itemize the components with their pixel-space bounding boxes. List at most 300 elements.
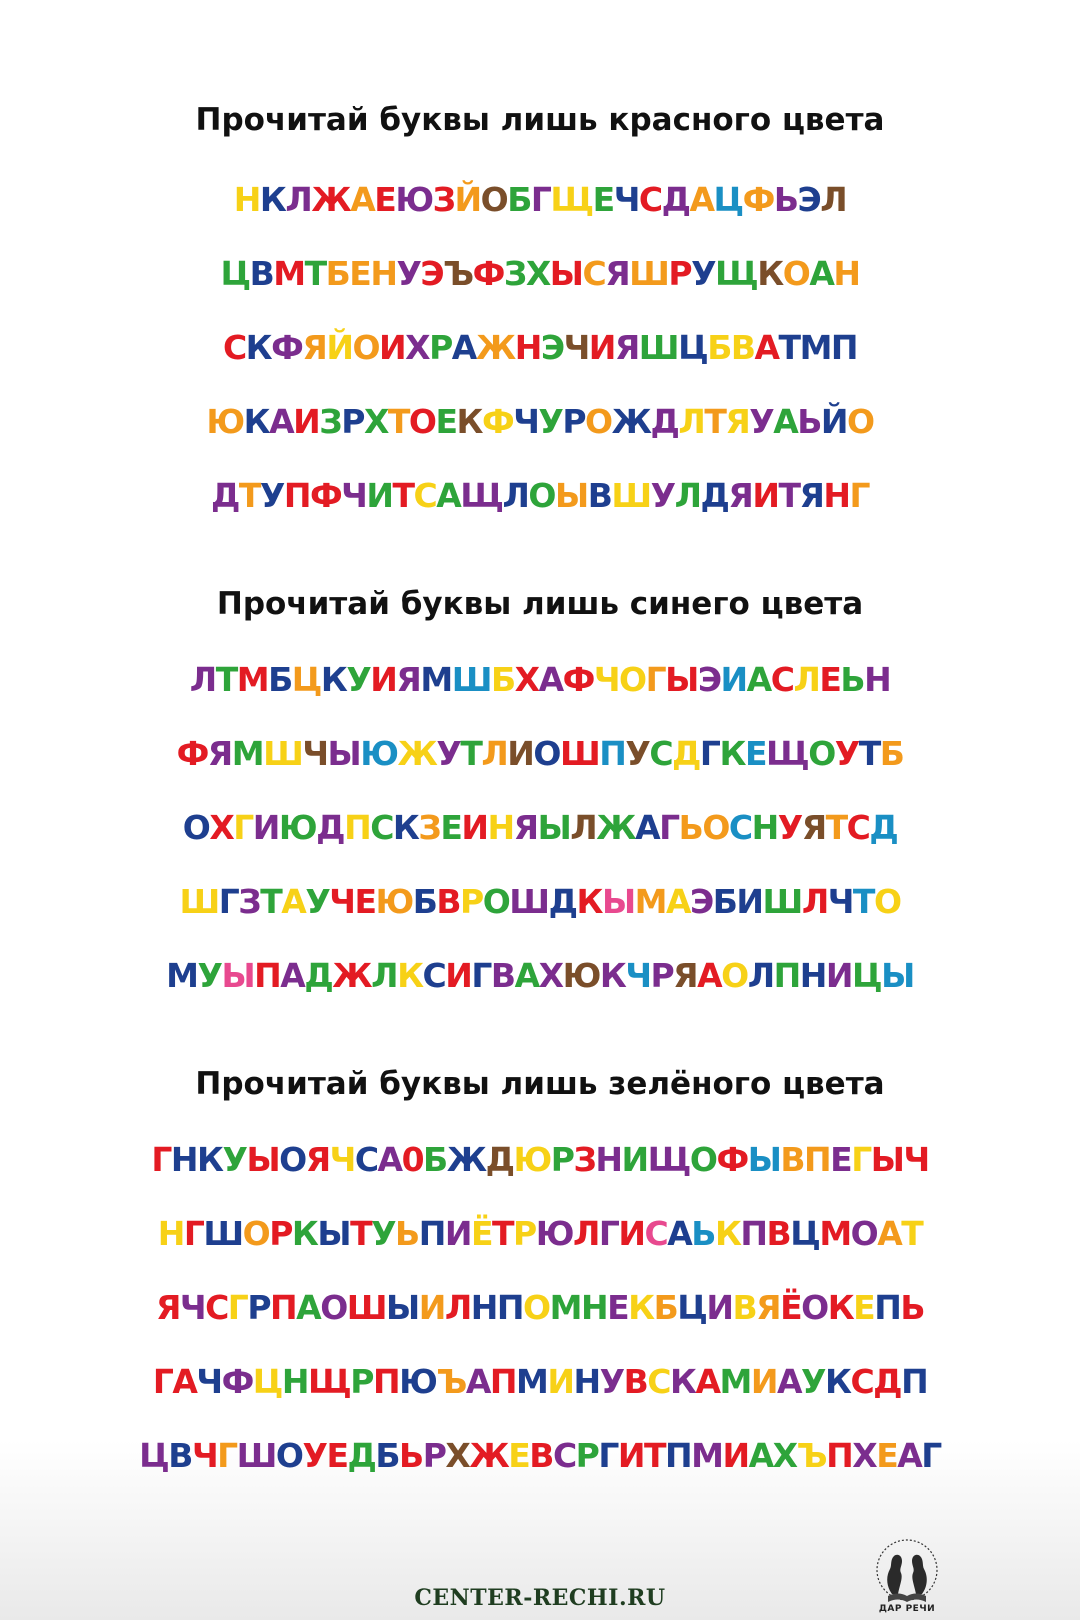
colored-letter: Е — [326, 1436, 348, 1475]
colored-letter: А — [667, 1214, 692, 1253]
colored-letter: Ю — [360, 734, 398, 773]
colored-letter: Ц — [790, 1214, 820, 1253]
letter-row — [0, 660, 1080, 700]
colored-letter: И — [370, 660, 397, 699]
colored-letter: А — [776, 1362, 802, 1401]
colored-letter: Р — [650, 956, 674, 995]
colored-letter: Т — [852, 882, 874, 921]
colored-letter: Г — [645, 660, 666, 699]
colored-letter: Ш — [346, 1288, 387, 1327]
colored-letter: Т — [387, 402, 409, 441]
colored-letter: Ж — [446, 1140, 486, 1179]
colored-letter: У — [197, 956, 222, 995]
letter-row — [0, 1214, 1080, 1254]
colored-letter: Н — [370, 254, 397, 293]
colored-letter: Ю — [513, 1140, 551, 1179]
colored-letter: И — [547, 1362, 574, 1401]
colored-letter: Ы — [554, 476, 588, 515]
colored-letter: Ш — [629, 254, 669, 293]
colored-letter: Ч — [827, 882, 853, 921]
colored-letter: Б — [712, 882, 737, 921]
colored-letter: Ш — [263, 734, 303, 773]
section-title-blue: Прочитай буквы лишь синего цвета — [216, 586, 864, 622]
colored-letter: Я — [155, 1288, 180, 1327]
colored-letter: Е — [374, 180, 396, 219]
colored-letter: В — [587, 476, 612, 515]
colored-letter: Л — [678, 402, 705, 441]
colored-letter: Ш — [559, 734, 600, 773]
colored-letter: А — [451, 328, 476, 367]
colored-letter: Г — [471, 956, 491, 995]
colored-letter: Г — [233, 808, 253, 847]
colored-letter: Б — [412, 882, 437, 921]
colored-letter: Ё — [470, 1214, 492, 1253]
colored-letter: У — [749, 402, 774, 441]
colored-letter: С — [850, 1362, 874, 1401]
colored-letter: Й — [326, 328, 353, 367]
colored-letter: Ы — [221, 956, 255, 995]
colored-letter: Ф — [221, 1362, 253, 1401]
colored-letter: Ч — [903, 1140, 929, 1179]
colored-letter: К — [824, 1362, 851, 1401]
colored-letter: Ю — [375, 882, 413, 921]
colored-letter: Л — [285, 180, 312, 219]
colored-letter: Щ — [308, 1362, 351, 1401]
colored-letter: Е — [435, 402, 457, 441]
colored-letter: Г — [699, 734, 720, 773]
colored-letter: П — [826, 1436, 853, 1475]
colored-letter: О — [850, 1214, 878, 1253]
colored-letter: А — [436, 476, 461, 515]
colored-letter: Н — [595, 1140, 622, 1179]
colored-letter: Б — [707, 328, 731, 367]
colored-letter: Ш — [611, 476, 651, 515]
colored-letter: Г — [659, 808, 679, 847]
colored-letter: Д — [210, 476, 239, 515]
colored-letter: Х — [514, 660, 539, 699]
colored-letter: Е — [354, 882, 376, 921]
colored-letter: О — [242, 1214, 270, 1253]
section-title-red: Прочитай буквы лишь красного цвета — [195, 102, 885, 138]
colored-letter: Щ — [460, 476, 503, 515]
colored-letter: Г — [598, 1214, 619, 1253]
colored-letter: Ч — [329, 882, 355, 921]
letter-row — [0, 180, 1080, 220]
colored-letter: С — [205, 1288, 228, 1327]
colored-letter: Ч — [513, 402, 539, 441]
colored-letter: У — [691, 254, 716, 293]
colored-letter: О — [721, 956, 748, 995]
colored-letter: О — [352, 328, 379, 367]
colored-letter: Х — [363, 402, 388, 441]
colored-letter: Ы — [537, 808, 571, 847]
colored-letter: Я — [728, 476, 753, 515]
colored-letter: Ы — [549, 254, 583, 293]
colored-letter: Х — [525, 254, 550, 293]
colored-letter: Л — [371, 956, 398, 995]
colored-letter: Р — [550, 1140, 574, 1179]
colored-letter: Я — [605, 254, 630, 293]
colored-letter: Б — [653, 1288, 678, 1327]
colored-letter: Т — [778, 476, 800, 515]
colored-letter: Я — [756, 1288, 781, 1327]
colored-letter: Д — [661, 180, 690, 219]
colored-letter: О — [528, 476, 555, 515]
colored-letter: С — [638, 180, 662, 219]
letter-row — [0, 328, 1080, 368]
colored-letter: П — [283, 476, 310, 515]
colored-letter: 0 — [401, 1140, 424, 1179]
colored-letter: И — [752, 476, 779, 515]
colored-letter: Ы — [317, 1214, 351, 1253]
colored-letter: Ю — [562, 956, 600, 995]
colored-letter: Л — [793, 660, 820, 699]
colored-letter: У — [538, 402, 563, 441]
colored-letter: Б — [375, 1436, 400, 1475]
colored-letter: Я — [725, 402, 750, 441]
colored-letter: И — [252, 808, 279, 847]
colored-letter: К — [719, 734, 745, 773]
colored-letter: Ф — [176, 734, 208, 773]
colored-letter: С — [422, 956, 446, 995]
colored-letter: О — [320, 1288, 347, 1327]
colored-letter: Ю — [535, 1214, 573, 1253]
colored-letter: Ф — [742, 180, 774, 219]
colored-letter: Щ — [765, 734, 809, 773]
colored-letter: Ы — [870, 1140, 904, 1179]
colored-letter: К — [628, 1288, 654, 1327]
colored-letter: А — [296, 1288, 321, 1327]
colored-letter: Т — [260, 882, 282, 921]
colored-letter: Ы — [881, 956, 914, 995]
colored-letter: Ж — [475, 328, 515, 367]
colored-letter: Ч — [341, 476, 367, 515]
colored-letter: Ж — [311, 180, 351, 219]
colored-letter: Ф — [271, 328, 303, 367]
colored-letter: О — [533, 734, 560, 773]
colored-letter: Н — [833, 254, 860, 293]
colored-letter: З — [319, 402, 342, 441]
colored-letter: Г — [921, 1436, 941, 1475]
letter-row — [0, 808, 1080, 848]
colored-letter: Л — [572, 1214, 599, 1253]
colored-letter: Х — [445, 1436, 470, 1475]
colored-letter: Т — [825, 808, 847, 847]
colored-letter: А — [172, 1362, 197, 1401]
colored-letter: М — [634, 882, 666, 921]
colored-letter: Г — [849, 476, 870, 515]
colored-letter: Т — [304, 254, 326, 293]
colored-letter: Д — [650, 402, 679, 441]
colored-letter: П — [804, 1140, 831, 1179]
colored-letter: О — [873, 882, 901, 921]
colored-letter: Л — [820, 180, 847, 219]
colored-letter: З — [238, 882, 261, 921]
colored-letter: Г — [227, 1288, 248, 1327]
colored-letter: Б — [507, 180, 531, 219]
colored-letter: Ч — [196, 1362, 222, 1401]
colored-letter: Ю — [399, 1362, 437, 1401]
colored-letter: Д — [672, 734, 700, 773]
colored-letter: О — [782, 254, 810, 293]
colored-letter: О — [480, 180, 508, 219]
colored-letter: С — [222, 328, 246, 367]
colored-letter: Т — [858, 734, 880, 773]
colored-letter: А — [377, 1140, 402, 1179]
colored-letter: А — [748, 1436, 773, 1475]
colored-letter: Ж — [611, 402, 651, 441]
colored-letter: Е — [349, 254, 371, 293]
colored-letter: К — [456, 402, 482, 441]
colored-letter: В — [730, 328, 755, 367]
colored-letter: А — [281, 882, 306, 921]
colored-letter: О — [182, 808, 210, 847]
colored-letter: Р — [341, 402, 364, 441]
colored-letter: П — [270, 1288, 297, 1327]
colored-letter: У — [436, 734, 461, 773]
colored-letter: И — [750, 1362, 777, 1401]
colored-letter: Т — [215, 660, 237, 699]
colored-letter: Р — [575, 1436, 599, 1475]
colored-letter: О — [523, 1288, 550, 1327]
colored-letter: С — [846, 808, 870, 847]
colored-letter: З — [432, 180, 455, 219]
colored-letter: П — [344, 808, 371, 847]
colored-letter: И — [617, 1436, 644, 1475]
colored-letter: И — [445, 956, 472, 995]
colored-letter: Т — [704, 402, 726, 441]
colored-letter: А — [746, 660, 771, 699]
colored-letter: Э — [420, 254, 444, 293]
colored-letter: Е — [508, 1436, 530, 1475]
colored-letter: Т — [350, 1214, 372, 1253]
colored-letter: И — [293, 402, 320, 441]
colored-letter: Ц — [677, 1288, 707, 1327]
colored-letter: К — [392, 808, 419, 847]
colored-letter: Н — [573, 1362, 600, 1401]
colored-letter: Я — [614, 328, 639, 367]
colored-letter: Р — [350, 1362, 373, 1401]
colored-letter: И — [366, 476, 393, 515]
colored-letter: Э — [690, 882, 713, 921]
colored-letter: А — [697, 956, 722, 995]
colored-letter: Ю — [395, 180, 433, 219]
colored-letter: Н — [751, 808, 778, 847]
colored-letter: К — [669, 1362, 696, 1401]
colored-letter: Р — [422, 1436, 446, 1475]
colored-letter: В — [732, 1288, 757, 1327]
colored-letter: И — [706, 1288, 733, 1327]
colored-letter: Ж — [397, 734, 437, 773]
colored-letter: С — [649, 734, 673, 773]
section-title-green: Прочитай буквы лишь зелёного цвета — [195, 1066, 885, 1102]
colored-letter: А — [538, 660, 563, 699]
colored-letter: З — [418, 808, 441, 847]
colored-letter: М — [819, 1214, 851, 1253]
colored-letter: Я — [305, 1140, 330, 1179]
colored-letter: Б — [268, 660, 292, 699]
colored-letter: Ц — [291, 660, 321, 699]
colored-letter: П — [418, 1214, 445, 1253]
colored-letter: Ъ — [436, 1362, 466, 1401]
colored-letter: Г — [217, 1436, 237, 1475]
letter-row — [0, 1140, 1080, 1180]
colored-letter: А — [666, 882, 691, 921]
colored-letter: Ц — [852, 956, 882, 995]
colored-letter: У — [777, 808, 802, 847]
colored-letter: А — [514, 956, 539, 995]
colored-letter: Д — [485, 1140, 514, 1179]
letter-row — [0, 1362, 1080, 1402]
colored-letter: Т — [491, 1214, 513, 1253]
colored-letter: Я — [302, 328, 327, 367]
colored-letter: С — [644, 1214, 668, 1253]
colored-letter: А — [269, 402, 294, 441]
letter-row — [0, 1288, 1080, 1328]
colored-letter: Ш — [236, 1436, 276, 1475]
colored-letter: Г — [183, 1214, 204, 1253]
colored-letter: А — [695, 1362, 720, 1401]
colored-letter: Ч — [563, 328, 589, 367]
colored-letter: И — [722, 1436, 749, 1475]
colored-letter: Я — [673, 956, 698, 995]
colored-letter: З — [503, 254, 526, 293]
colored-letter: Р — [562, 402, 586, 441]
colored-letter: Н — [864, 660, 891, 699]
colored-letter: У — [650, 476, 675, 515]
colored-letter: О — [408, 402, 436, 441]
colored-letter: Д — [347, 1436, 376, 1475]
colored-letter: Р — [513, 1214, 536, 1253]
colored-letter: Ф — [309, 476, 342, 515]
colored-letter: М — [719, 1362, 751, 1401]
colored-letter: А — [773, 402, 798, 441]
colored-letter: Е — [853, 1288, 875, 1327]
colored-letter: Ч — [329, 1140, 355, 1179]
colored-letter: Ь — [395, 1214, 419, 1253]
colored-letter: Б — [490, 660, 515, 699]
colored-letter: У — [599, 1362, 624, 1401]
colored-letter: Л — [674, 476, 701, 515]
colored-letter: Н — [799, 956, 826, 995]
letter-row — [0, 734, 1080, 774]
colored-letter: Н — [514, 328, 541, 367]
colored-letter: О — [702, 808, 729, 847]
colored-letter: К — [245, 328, 272, 367]
colored-letter: Н — [580, 1288, 608, 1327]
colored-letter: Г — [218, 882, 239, 921]
colored-letter: О — [585, 402, 612, 441]
colored-letter: Я — [207, 734, 232, 773]
colored-letter: О — [689, 1140, 717, 1179]
colored-letter: И — [825, 956, 852, 995]
colored-letter: Х — [772, 1436, 797, 1475]
colored-letter: Т — [778, 328, 800, 367]
colored-letter: Н — [170, 1140, 198, 1179]
colored-letter: С — [413, 476, 437, 515]
colored-letter: У — [396, 254, 421, 293]
colored-letter: Ц — [678, 328, 708, 367]
colored-letter: К — [259, 180, 286, 219]
colored-letter: Ш — [762, 882, 802, 921]
letter-row — [0, 254, 1080, 294]
colored-letter: Я — [396, 660, 421, 699]
colored-letter: Р — [460, 882, 483, 921]
colored-letter: Р — [269, 1214, 292, 1253]
colored-letter: А — [897, 1436, 922, 1475]
colored-letter: К — [757, 254, 783, 293]
colored-letter: А — [280, 956, 305, 995]
colored-letter: С — [354, 1140, 378, 1179]
colored-letter: Р — [429, 328, 452, 367]
colored-letter: В — [623, 1362, 648, 1401]
letter-row — [0, 956, 1080, 996]
colored-letter: Ъ — [443, 254, 473, 293]
colored-letter: С — [770, 660, 794, 699]
colored-letter: Ц — [713, 180, 743, 219]
colored-letter: Б — [423, 1140, 447, 1179]
colored-letter: У — [625, 734, 650, 773]
colored-letter: Ц — [252, 1362, 282, 1401]
colored-letter: Ы — [665, 660, 698, 699]
colored-letter: О — [847, 402, 874, 441]
colored-letter: С — [728, 808, 752, 847]
colored-letter: Л — [502, 476, 529, 515]
colored-letter: А — [877, 1214, 902, 1253]
colored-letter: Р — [668, 254, 692, 293]
colored-letter: М — [236, 660, 269, 699]
colored-letter: А — [689, 180, 714, 219]
colored-letter: Е — [819, 660, 841, 699]
footer-website-link[interactable]: CENTER-RECHI.RU — [414, 1585, 666, 1611]
colored-letter: Й — [454, 180, 481, 219]
colored-letter: С — [647, 1362, 670, 1401]
colored-letter: В — [490, 956, 515, 995]
colored-letter: Л — [481, 734, 508, 773]
colored-letter: Ь — [797, 402, 821, 441]
colored-letter: Щ — [647, 1140, 690, 1179]
colored-letter: А — [635, 808, 660, 847]
colored-letter: Ш — [638, 328, 679, 367]
colored-letter: В — [168, 1436, 192, 1475]
colored-letter: Л — [570, 808, 597, 847]
colored-letter: Д — [873, 1362, 902, 1401]
colored-letter: Е — [876, 1436, 898, 1475]
colored-letter: О — [619, 660, 646, 699]
colored-letter: Д — [316, 808, 345, 847]
colored-letter: Г — [598, 1436, 618, 1475]
colored-letter: К — [243, 402, 270, 441]
colored-letter: У — [305, 882, 330, 921]
colored-letter: П — [372, 1362, 400, 1401]
colored-letter: Ы — [327, 734, 361, 773]
colored-letter: Н — [157, 1214, 184, 1253]
colored-letter: Ь — [840, 660, 865, 699]
colored-letter: Ы — [601, 882, 635, 921]
colored-letter: Е — [607, 1288, 629, 1327]
colored-letter: Я — [799, 476, 824, 515]
colored-letter: Н — [823, 476, 850, 515]
colored-letter: Ц — [139, 1436, 169, 1475]
colored-letter: К — [827, 1288, 854, 1327]
colored-letter: Ч — [625, 956, 651, 995]
colored-letter: К — [291, 1214, 318, 1253]
letter-row — [0, 402, 1080, 442]
letter-row — [0, 1436, 1080, 1476]
colored-letter: У — [346, 660, 371, 699]
colored-letter: Ё — [780, 1288, 802, 1327]
colored-letter: И — [444, 1214, 471, 1253]
